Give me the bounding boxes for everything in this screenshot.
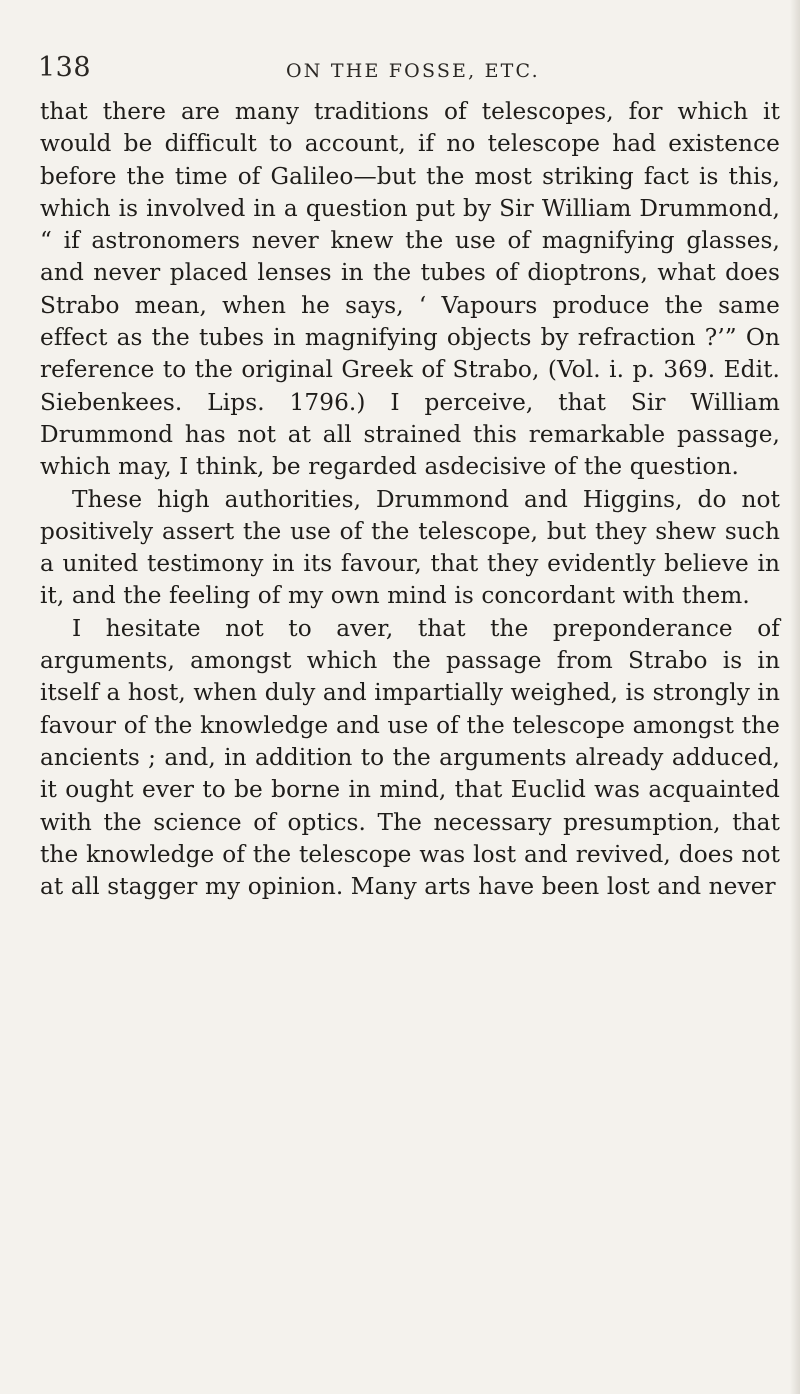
running-head: ON THE FOSSE, ETC. bbox=[286, 60, 540, 82]
paragraph-3: I hesitate not to aver, that the preponderance of arguments, amongst which the passage from Strabo is in itself a host, when duly and impartially weighed, is strongly in favour of the knowledge and use of the telescope amongst the ancients ; and, in addition to the arguments already adduced, it ought ever to be borne in mind, that Euclid was acquainted with the science of optics. The necessary presumption, that the knowledge of the telescope was lost and revived, does not at all stagger my opinion. Many arts have been lost and never bbox=[40, 614, 780, 901]
paragraph-1: that there are many traditions of telescopes, for which it would be difficult to account, if no telescope had existence before the time of Galileo—but the most striking fact is this, which is involved in a question put by Sir William Drummond, “ if astronomers never knew the use of magnifying glasses, and never placed lenses in the tubes of dioptrons, what does Strabo mean, when he says, ‘ Vapours produce the same effect as the tubes in magnifying objects by refraction ?’” On reference to the original Greek of Strabo, (Vol. i. p. 369. Edit. Siebenkees. Lips. 1796.) I perceive, that Sir William Drummond has not at all strained this remarkable passage, which may, I think, be regarded asdecisive of the question. bbox=[40, 98, 780, 481]
paragraph-2: These high authorities, Drummond and Higgins, do not positively assert the use of the telescope, but they shew such a united testimony in its favour, that they evidently believe in it, and the feeling of my own mind is concordant with them. bbox=[40, 485, 780, 610]
page-header bbox=[38, 54, 780, 88]
body-text bbox=[40, 96, 780, 903]
page-edge-shadow bbox=[790, 0, 800, 1394]
page-number: 138 bbox=[38, 52, 92, 83]
